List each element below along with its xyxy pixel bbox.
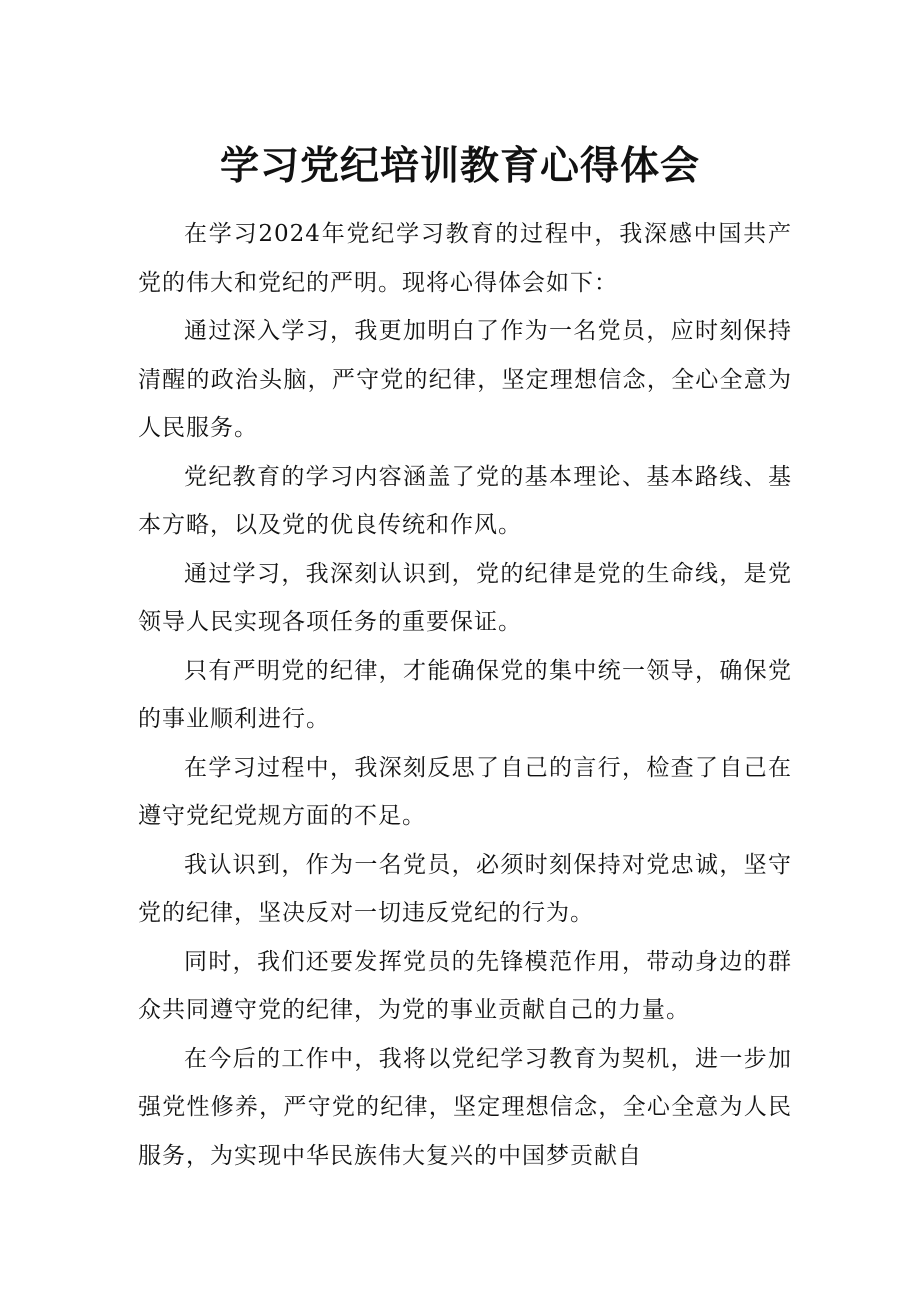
document-title: 学习党纪培训教育心得体会 (219, 143, 700, 190)
paragraph: 通过深入学习，我更加明白了作为一名党员，应时刻保持清醒的政治头脑，严守党的纪律，坚定理想信念，全心全意为人民服务。 (138, 318, 792, 441)
paragraph: 在学习过程中，我深刻反思了自己的言行，检查了自己在遵守党纪党规方面的不足。 (138, 754, 792, 829)
document-body (138, 210, 792, 1180)
paragraph: 通过学习，我深刻认识到，党的纪律是党的生命线，是党领导人民实现各项任务的重要保证。 (138, 560, 792, 635)
paragraph: 同时，我们还要发挥党员的先锋模范作用，带动身边的群众共同遵守党的纪律，为党的事业贡献自己的力量。 (138, 948, 792, 1023)
paragraph: 我认识到，作为一名党员，必须时刻保持对党忠诚，坚守党的纪律，坚决反对一切违反党纪的行为。 (138, 851, 792, 926)
paragraph: 党纪教育的学习内容涵盖了党的基本理论、基本路线、基本方略，以及党的优良传统和作风。 (138, 463, 792, 538)
paragraph: 在今后的工作中，我将以党纪学习教育为契机，进一步加强党性修养，严守党的纪律，坚定理想信念，全心全意为人民服务，为实现中华民族伟大复兴的中国梦贡献自 (138, 1045, 792, 1169)
paragraph: 在学习2024年党纪学习教育的过程中，我深感中国共产党的伟大和党纪的严明。现将心得体会如下： (138, 221, 792, 296)
paragraph: 只有严明党的纪律，才能确保党的集中统一领导，确保党的事业顺利进行。 (138, 657, 792, 732)
